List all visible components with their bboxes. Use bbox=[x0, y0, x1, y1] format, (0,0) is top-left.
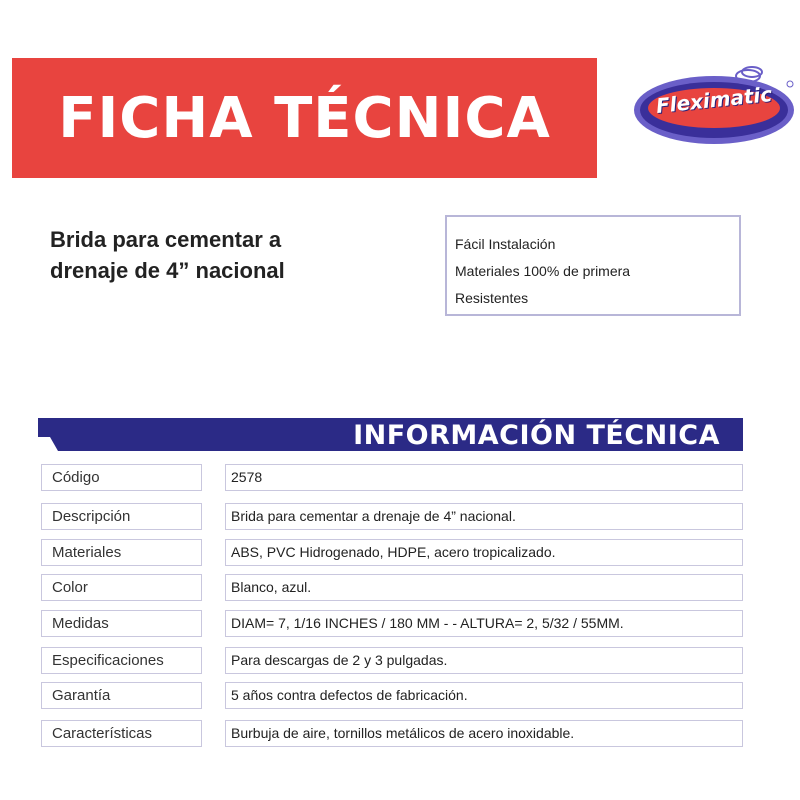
spec-value: DIAM= 7, 1/16 INCHES / 180 MM - - ALTURA= 2, 5/32 / 55MM. bbox=[225, 610, 743, 637]
spec-row bbox=[38, 464, 744, 491]
spec-value: Brida para cementar a drenaje de 4” nacional. bbox=[225, 503, 743, 530]
product-title-line: Brida para cementar a bbox=[50, 227, 282, 252]
spec-label: Materiales bbox=[41, 539, 202, 566]
product-title bbox=[50, 224, 390, 286]
spec-row bbox=[38, 682, 744, 709]
feature-item: Materiales 100% de primera bbox=[455, 263, 631, 279]
spec-label: Color bbox=[41, 574, 202, 601]
spec-value: 5 años contra defectos de fabricación. bbox=[225, 682, 743, 709]
spec-row bbox=[38, 647, 744, 674]
product-title-line: drenaje de 4” nacional bbox=[50, 258, 285, 283]
spec-label: Garantía bbox=[41, 682, 202, 709]
fleximatic-logo bbox=[630, 64, 798, 154]
spec-value: 2578 bbox=[225, 464, 743, 491]
feature-item: Fácil Instalación bbox=[455, 236, 556, 252]
section-header-title: INFORMACIÓN TÉCNICA bbox=[353, 420, 720, 451]
spec-value: Blanco, azul. bbox=[225, 574, 743, 601]
spec-label: Características bbox=[41, 720, 202, 747]
spec-row bbox=[38, 574, 744, 601]
spec-value: Para descargas de 2 y 3 pulgadas. bbox=[225, 647, 743, 674]
spec-row bbox=[38, 720, 744, 747]
features-box bbox=[445, 215, 741, 316]
section-header bbox=[38, 418, 743, 451]
spec-value: Burbuja de aire, tornillos metálicos de acero inoxidable. bbox=[225, 720, 743, 747]
page-title: FICHA TÉCNICA bbox=[12, 58, 597, 178]
spec-label: Medidas bbox=[41, 610, 202, 637]
spec-value: ABS, PVC Hidrogenado, HDPE, acero tropicalizado. bbox=[225, 539, 743, 566]
spec-label: Código bbox=[41, 464, 202, 491]
feature-item: Resistentes bbox=[455, 290, 529, 306]
spec-row bbox=[38, 503, 744, 530]
spec-row bbox=[38, 539, 744, 566]
logo-wordmark: Fleximatic bbox=[654, 81, 774, 119]
spec-row bbox=[38, 610, 744, 637]
spec-label: Especificaciones bbox=[41, 647, 202, 674]
spec-label: Descripción bbox=[41, 503, 202, 530]
